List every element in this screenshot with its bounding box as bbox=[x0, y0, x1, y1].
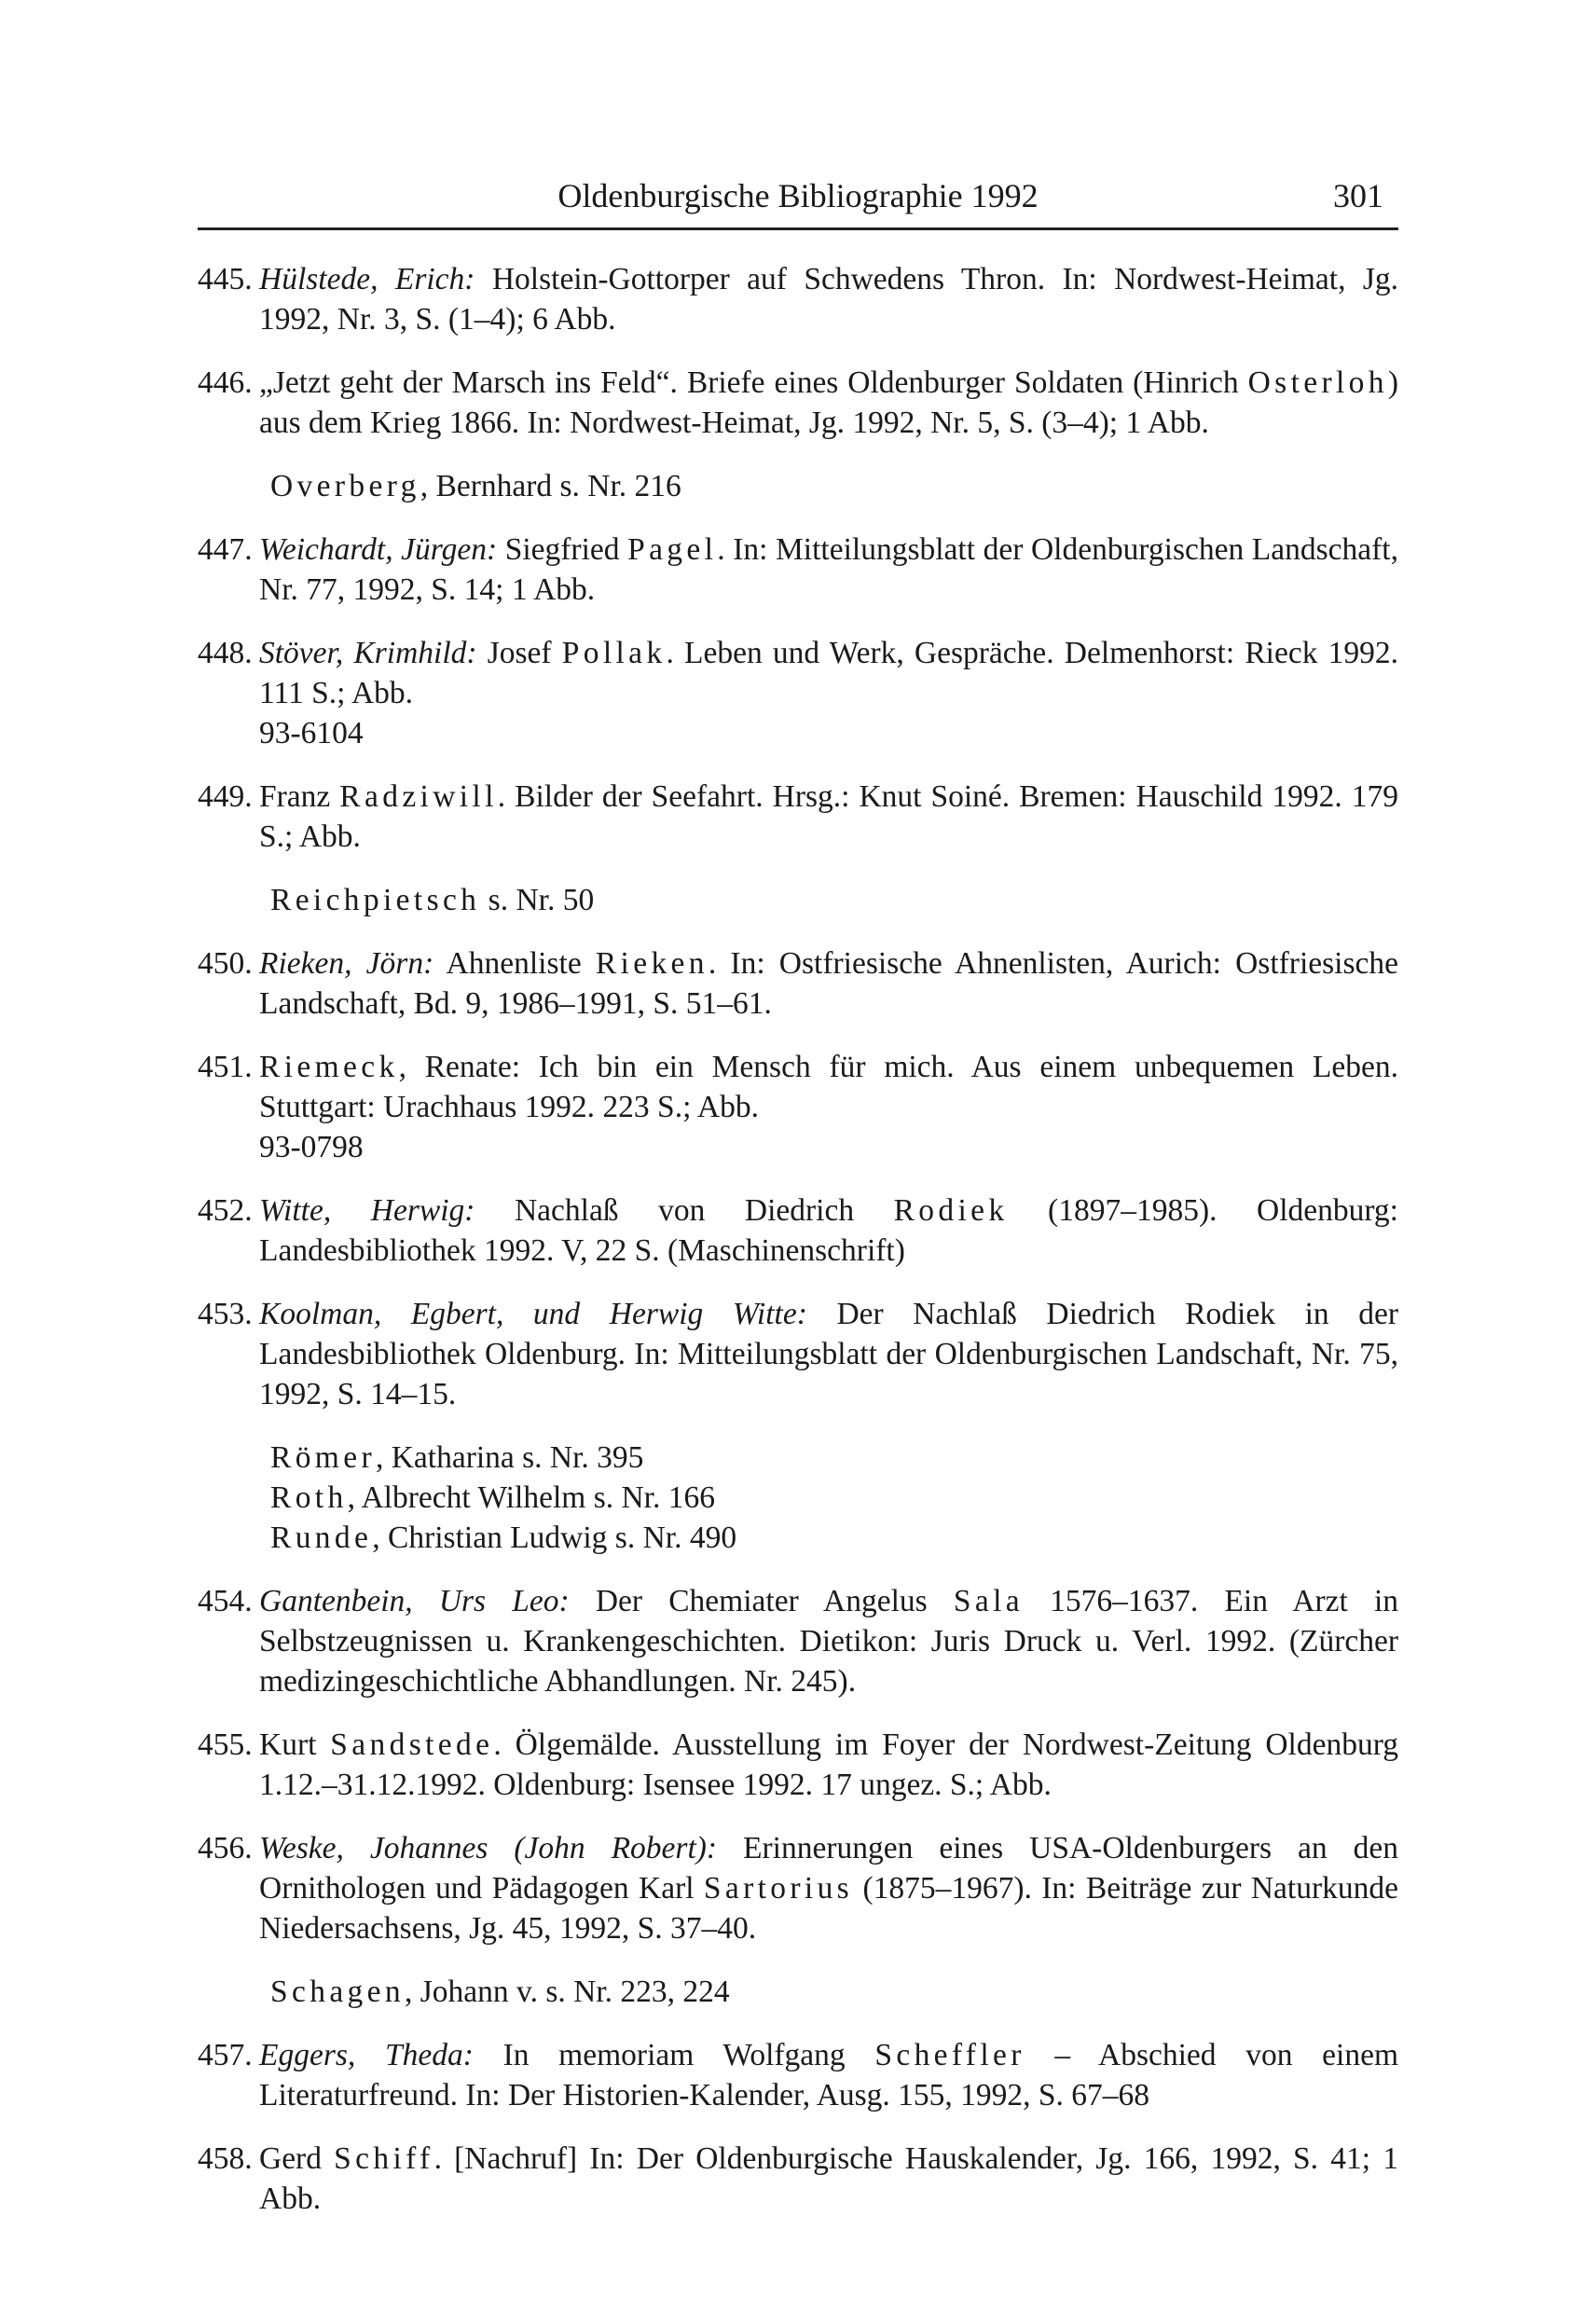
entry-text: . [Nachruf] In: Der Oldenburgische Hauskalender, Jg. 166, 1992, S. 41; 1 Abb. bbox=[259, 2141, 1398, 2216]
spaced-name: Runde bbox=[270, 1521, 373, 1555]
entry-text: „Jetzt geht der Marsch ins Feld“. Briefe eines Oldenburger Soldaten (Hinrich bbox=[259, 365, 1248, 400]
spaced-name: Pollak bbox=[561, 636, 667, 670]
entry-number: 453. bbox=[198, 1297, 253, 1331]
cross-reference bbox=[198, 880, 1398, 920]
entry-451 bbox=[198, 1047, 1398, 1167]
entry-number: 456. bbox=[198, 1831, 253, 1865]
entry-text: Der Nachlaß Diedrich Rodiek in der Landesbibliothek Oldenburg. In: Mitteilungsblatt der Oldenburgischen Landschaft, Nr. 75, 1992, S. 14–15. bbox=[259, 1297, 1398, 1411]
entry-456 bbox=[198, 1828, 1398, 1948]
spaced-name: Overberg bbox=[270, 469, 420, 503]
entry-author: Hülstede, Erich: bbox=[259, 262, 475, 296]
entry-449 bbox=[198, 777, 1398, 857]
cross-reference bbox=[270, 1478, 1398, 1518]
entry-number: 446. bbox=[198, 365, 253, 400]
cross-reference-group bbox=[198, 1438, 1398, 1558]
entry-text: Erinnerungen eines USA-Oldenburgers an den Ornithologen und Pädagogen Karl bbox=[259, 1831, 1399, 1906]
entry-text: (1875–1967). In: Beiträge zur Naturkunde Niedersachsens, Jg. 45, 1992, S. 37–40. bbox=[259, 1871, 1398, 1946]
header-title: Oldenburgische Bibliographie 1992 bbox=[557, 177, 1039, 214]
reference-text: , Katharina s. Nr. 395 bbox=[375, 1440, 644, 1475]
cross-reference bbox=[198, 466, 1398, 506]
entry-453 bbox=[198, 1294, 1398, 1414]
entry-text: Der Chemiater Angelus bbox=[569, 1584, 954, 1618]
spaced-name: Schiff bbox=[334, 2141, 434, 2176]
cross-reference bbox=[270, 1518, 1398, 1558]
spaced-name: Römer bbox=[270, 1440, 376, 1475]
entry-text: 1576–1637. Ein Arzt in Selbstzeugnissen u. Krankengeschichten. Dietikon: Juris Druck u. Verl. 1992. (Zürcher medizingeschichtliche Abhandlungen. Nr. 245). bbox=[259, 1584, 1399, 1699]
running-header bbox=[198, 168, 1398, 227]
entry-text: . In: Mitteilungsblatt der Oldenburgischen Landschaft, Nr. 77, 1992, S. 14; 1 Abb. bbox=[259, 532, 1398, 607]
entry-author: Witte, Herwig: bbox=[259, 1193, 475, 1228]
entry-454 bbox=[198, 1581, 1398, 1701]
signature-number: 93-0798 bbox=[259, 1130, 364, 1164]
entry-text: . Leben und Werk, Gespräche. Delmenhorst: Rieck 1992. 111 S.; Abb. bbox=[259, 636, 1398, 710]
entry-author: Koolman, Egbert, und Herwig Witte: bbox=[259, 1297, 807, 1331]
entry-author: Rieken, Jörn: bbox=[259, 946, 434, 981]
entry-number: 448. bbox=[198, 636, 253, 670]
entry-text: . Bilder der Seefahrt. Hrsg.: Knut Soiné. Bremen: Hauschild 1992. 179 S.; Abb. bbox=[259, 779, 1398, 854]
spaced-name: Sandstede bbox=[330, 1727, 494, 1762]
entry-text: . Ölgemälde. Ausstellung im Foyer der Nordwest-Zeitung Oldenburg 1.12.–31.12.1992. Oldenburg: Isensee 1992. 17 ungez. S.; Abb. bbox=[259, 1727, 1398, 1802]
entry-452 bbox=[198, 1190, 1398, 1271]
entry-number: 449. bbox=[198, 779, 253, 814]
reference-text: , Bernhard s. Nr. 216 bbox=[420, 469, 681, 503]
spaced-name: Riemeck bbox=[259, 1050, 399, 1084]
spaced-name: Rodiek bbox=[893, 1193, 1009, 1228]
entry-author: Weske, Johannes (John Robert): bbox=[259, 1831, 718, 1865]
entry-text: – Abschied von einem Literaturfreund. In: Der Historien-Kalender, Ausg. 155, 1992, S. 67–68 bbox=[259, 2038, 1399, 2112]
spaced-name: Sartorius bbox=[703, 1871, 854, 1906]
entry-text: In memoriam Wolfgang bbox=[473, 2038, 875, 2072]
entry-446 bbox=[198, 363, 1398, 443]
entry-text: Gerd bbox=[259, 2141, 335, 2176]
entry-number: 445. bbox=[198, 262, 253, 296]
entry-text: (1897–1985). Oldenburg: Landesbibliothek 1992. V, 22 S. (Maschinenschrift) bbox=[259, 1193, 1398, 1268]
entry-text: Nachlaß von Diedrich bbox=[475, 1193, 894, 1228]
spaced-name: Radziwill bbox=[339, 779, 498, 814]
entry-author: Weichardt, Jürgen: bbox=[259, 532, 498, 567]
reference-text: , Christian Ludwig s. Nr. 490 bbox=[372, 1521, 737, 1555]
entry-number: 447. bbox=[198, 532, 253, 567]
spaced-name: Sala bbox=[953, 1584, 1024, 1618]
entry-text: . In: Ostfriesische Ahnenlisten, Aurich: Ostfriesische Landschaft, Bd. 9, 1986–1991, S. 51–61. bbox=[259, 946, 1398, 1021]
entry-text: ) aus dem Krieg 1866. In: Nordwest-Heimat, Jg. 1992, Nr. 5, S. (3–4); 1 Abb. bbox=[259, 365, 1398, 440]
entry-450 bbox=[198, 943, 1398, 1024]
entry-number: 451. bbox=[198, 1050, 253, 1084]
entry-458 bbox=[198, 2139, 1398, 2219]
entry-author: Eggers, Theda: bbox=[259, 2038, 474, 2072]
bibliography-list bbox=[198, 259, 1398, 2242]
entry-457 bbox=[198, 2035, 1398, 2115]
spaced-name: Schagen bbox=[270, 1975, 405, 2009]
spaced-name: Pagel bbox=[627, 532, 718, 567]
entry-number: 457. bbox=[198, 2038, 253, 2072]
entry-text: Siegfried bbox=[497, 532, 628, 567]
entry-number: 452. bbox=[198, 1193, 253, 1228]
entry-text: Kurt bbox=[259, 1727, 331, 1762]
entry-number: 455. bbox=[198, 1727, 253, 1762]
entry-text: Franz bbox=[259, 779, 340, 814]
spaced-name: Osterloh bbox=[1247, 365, 1388, 400]
reference-text: s. Nr. 50 bbox=[480, 883, 595, 917]
entry-445 bbox=[198, 259, 1398, 339]
spaced-name: Roth bbox=[270, 1480, 348, 1515]
spaced-name: Rieken bbox=[595, 946, 709, 981]
spaced-name: Scheffler bbox=[874, 2038, 1025, 2072]
entry-number: 458. bbox=[198, 2141, 253, 2176]
entry-448 bbox=[198, 633, 1398, 753]
entry-text: Holstein-Gottorper auf Schwedens Thron. In: Nordwest-Heimat, Jg. 1992, Nr. 3, S. (1–4); 6 Abb. bbox=[259, 262, 1399, 337]
entry-455 bbox=[198, 1725, 1398, 1805]
entry-number: 454. bbox=[198, 1584, 253, 1618]
entry-text: Josef bbox=[476, 636, 562, 670]
header-rule bbox=[198, 227, 1398, 230]
entry-text: Ahnenliste bbox=[433, 946, 596, 981]
reference-text: , Albrecht Wilhelm s. Nr. 166 bbox=[347, 1480, 715, 1515]
entry-number: 450. bbox=[198, 946, 253, 981]
cross-reference bbox=[198, 1972, 1398, 2012]
entry-author: Gantenbein, Urs Leo: bbox=[259, 1584, 570, 1618]
page-number: 301 bbox=[1333, 177, 1383, 214]
cross-reference bbox=[270, 1438, 1398, 1478]
reference-text: , Johann v. s. Nr. 223, 224 bbox=[404, 1975, 730, 2009]
entry-author: Stöver, Krimhild: bbox=[259, 636, 477, 670]
signature-number: 93-6104 bbox=[259, 716, 364, 750]
entry-447 bbox=[198, 530, 1398, 610]
entry-text: , Renate: Ich bin ein Mensch für mich. Aus einem unbequemen Leben. Stuttgart: Urachhaus 1992. 223 S.; Abb. bbox=[259, 1050, 1398, 1124]
spaced-name: Reichpietsch bbox=[270, 883, 481, 917]
